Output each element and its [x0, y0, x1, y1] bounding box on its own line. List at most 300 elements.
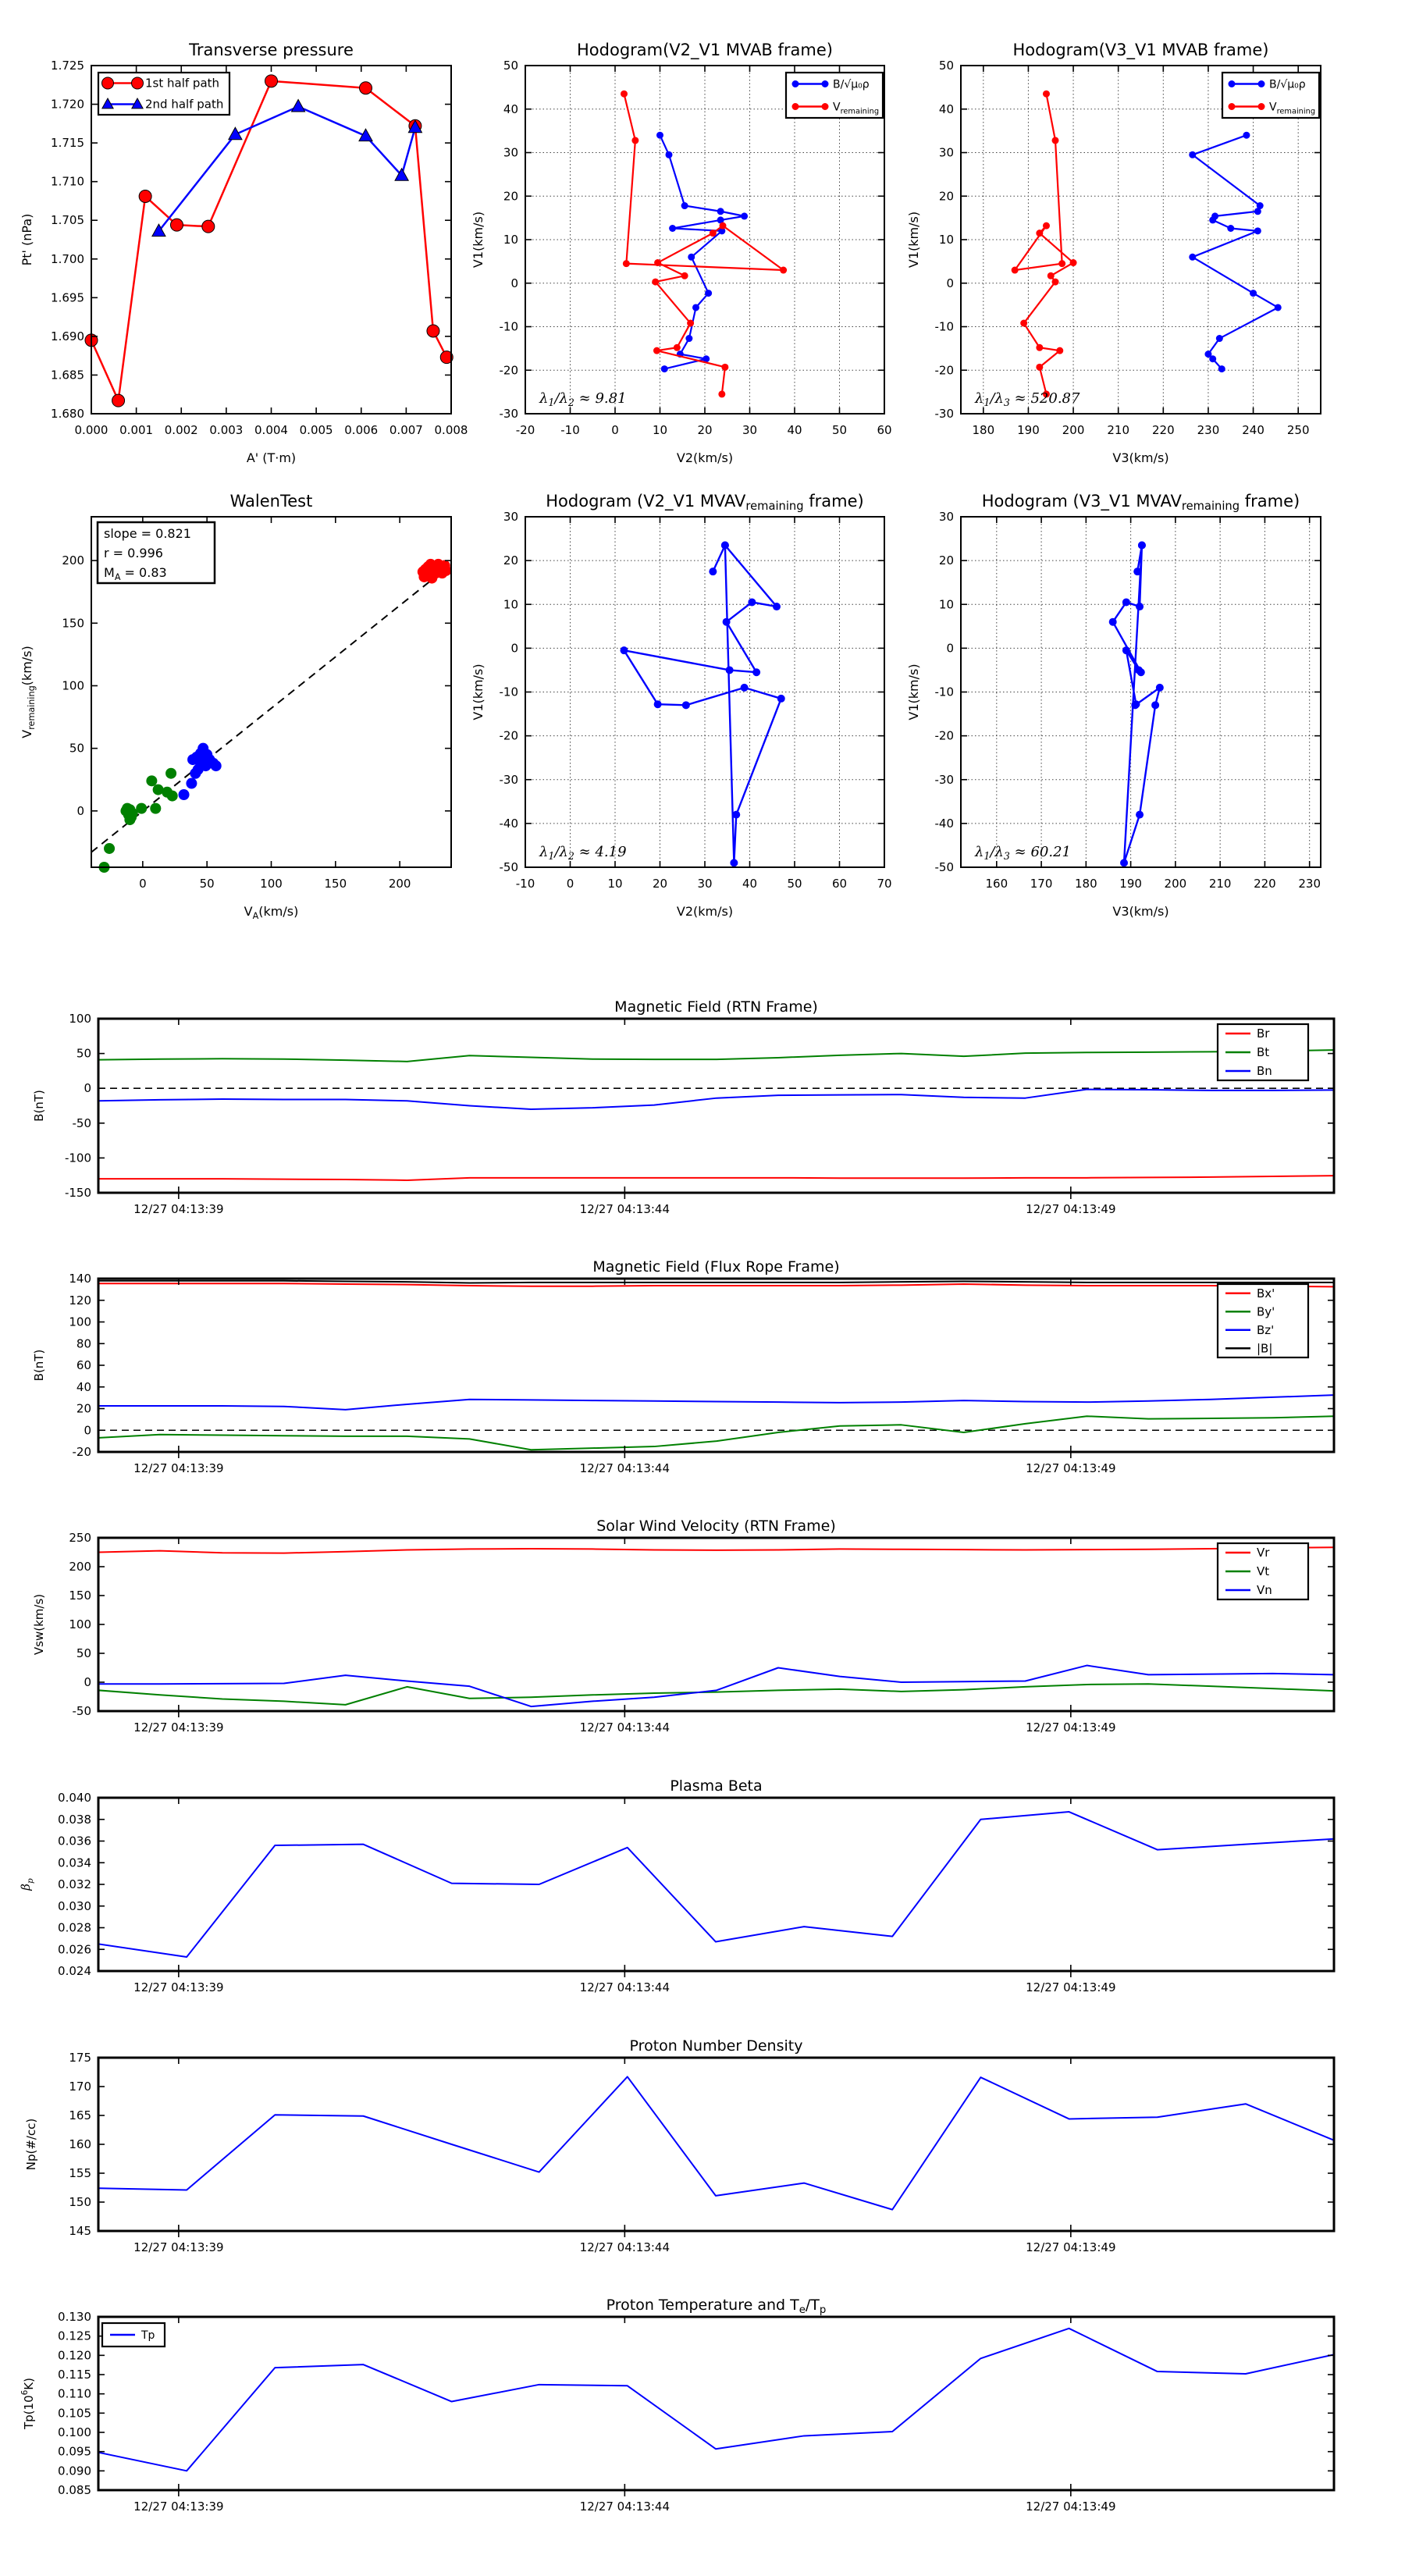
y-tick-label: 170	[69, 2080, 91, 2094]
plasma-beta-title: Plasma Beta	[670, 1777, 763, 1795]
x-tick-label: 0.003	[209, 423, 244, 437]
marker-dot	[211, 760, 222, 771]
y-tick-label: 80	[76, 1336, 91, 1351]
y-tick-label: 175	[69, 2051, 91, 2065]
y-tick-label: 0.090	[58, 2464, 91, 2478]
y-tick-label: 165	[69, 2108, 91, 2122]
x-tick-label: 12/27 04:13:49	[1026, 1980, 1116, 1994]
y-tick-label: 0.120	[58, 2348, 91, 2363]
y-tick-label: -30	[934, 407, 954, 421]
legend-label: 2nd half path	[145, 97, 224, 112]
y-tick-label: 20	[76, 1401, 91, 1416]
y-tick-label: -10	[499, 685, 518, 699]
y-tick-label: 140	[69, 1272, 91, 1286]
marker-dot	[1122, 646, 1130, 654]
y-tick-label: -40	[499, 816, 518, 831]
y-tick-label: 200	[69, 1560, 91, 1574]
mag-flux-rope-series-Bx'	[98, 1283, 1334, 1286]
marker-dot	[1216, 335, 1223, 342]
y-tick-label: 145	[69, 2224, 91, 2238]
mag-rtn-series-Bn	[98, 1090, 1334, 1109]
x-axis-label: $V_A(km/s)$	[244, 904, 299, 921]
marker-dot	[1070, 259, 1077, 266]
marker-dot	[150, 803, 161, 814]
legend-label: Tp	[141, 2329, 155, 2342]
x-tick-label: 0.001	[119, 423, 154, 437]
y-tick-label: 0.095	[58, 2444, 91, 2459]
stats-line: slope = 0.821	[104, 526, 191, 541]
vsw-rtn-series-Vr	[98, 1547, 1334, 1553]
marker-dot	[167, 791, 178, 802]
y-tick-label: 30	[938, 510, 954, 524]
marker-dot	[1131, 701, 1139, 709]
hodogram-v2v1-mvab-series-V_{remaining}	[624, 94, 784, 394]
marker-dot	[709, 568, 717, 575]
y-tick-label: 20	[938, 553, 954, 568]
marker-dot	[718, 390, 725, 397]
hodogram-v3v1-mvab-series-B/√μ₀ρ	[1193, 135, 1278, 368]
marker-dot	[822, 80, 829, 87]
y-tick-label: 0.125	[58, 2329, 91, 2343]
marker-dot	[1012, 267, 1019, 274]
y-tick-label: 50	[76, 1046, 91, 1061]
y-tick-label: -20	[72, 1445, 91, 1459]
hodogram-v2v1-mvav-series-V	[624, 545, 781, 863]
legend-label: B/√μ₀ρ	[1269, 78, 1306, 91]
marker-dot	[179, 789, 190, 800]
x-tick-label: 30	[697, 877, 713, 891]
y-tick-label: 20	[938, 189, 954, 204]
axes-frame	[98, 1798, 1334, 1971]
x-tick-label: 0	[139, 877, 147, 891]
y-tick-label: 10	[938, 597, 954, 612]
hodogram-v3v1-mvav-annotation: $\lambda_1/\lambda_3 \approx 60.21$	[975, 844, 1071, 862]
marker-dot	[1122, 598, 1130, 606]
marker-dot	[717, 208, 724, 215]
x-tick-label: 12/27 04:13:44	[579, 1202, 670, 1216]
y-tick-label: 30	[503, 510, 518, 524]
marker-dot	[1052, 279, 1059, 286]
y-tick-label: 250	[69, 1531, 91, 1545]
marker-dot	[730, 859, 738, 866]
marker-dot	[773, 603, 781, 610]
stats-line: r = 0.996	[104, 546, 163, 560]
x-axis-label: A' (T·m)	[246, 450, 297, 465]
marker-dot	[1138, 541, 1146, 549]
hodogram-v2v1-mvav-title: Hodogram (V2_V1 MVAVremaining frame)	[546, 492, 864, 513]
marker-dot	[681, 272, 688, 279]
marker-dot	[1243, 132, 1250, 139]
y-tick-label: 0.115	[58, 2368, 91, 2382]
y-tick-label: 0	[946, 276, 954, 290]
marker-dot	[1043, 91, 1050, 98]
marker-dot	[1036, 364, 1043, 371]
x-tick-label: 230	[1298, 877, 1321, 891]
legend-label: Vt	[1257, 1564, 1270, 1578]
marker-triangle	[229, 127, 242, 139]
y-tick-label: 0	[84, 1423, 91, 1438]
plasma-beta	[19, 1777, 1334, 1994]
axes-frame	[98, 2317, 1334, 2490]
vsw-rtn-title: Solar Wind Velocity (RTN Frame)	[596, 1517, 836, 1535]
y-axis-label: V1(km/s)	[906, 211, 921, 269]
mag-flux-rope	[32, 1258, 1334, 1475]
y-tick-label: 10	[503, 233, 518, 247]
hodogram-v3v1-mvab-series-V_{remaining}	[1015, 94, 1073, 394]
y-tick-label: -150	[64, 1186, 91, 1200]
y-tick-label: 155	[69, 2166, 91, 2180]
x-tick-label: 50	[831, 423, 848, 437]
y-tick-label: 0	[510, 276, 518, 290]
marker-dot	[692, 304, 699, 311]
y-tick-label: 100	[69, 1315, 91, 1329]
mag-rtn-title: Magnetic Field (RTN Frame)	[614, 998, 818, 1016]
x-tick-label: 12/27 04:13:39	[133, 1720, 224, 1735]
hodogram-v2v1-mvav	[471, 492, 892, 919]
vsw-rtn-series-Vn	[98, 1666, 1334, 1707]
y-tick-label: 1.720	[51, 97, 84, 112]
x-tick-label: 12/27 04:13:49	[1026, 1720, 1116, 1735]
marker-dot	[741, 212, 748, 219]
marker-dot	[1151, 701, 1159, 709]
y-tick-label: 40	[76, 1379, 91, 1394]
marker-dot	[621, 91, 628, 98]
marker-dot	[623, 260, 630, 267]
x-tick-label: -10	[515, 877, 535, 891]
y-tick-label: -10	[934, 319, 954, 334]
marker-dot	[1254, 208, 1261, 215]
y-axis-label: B(nT)	[32, 1349, 46, 1382]
axes-frame	[98, 2058, 1334, 2231]
mag-flux-rope-series-By'	[98, 1416, 1334, 1450]
y-tick-label: 100	[69, 1012, 91, 1026]
x-tick-label: 220	[1151, 423, 1175, 437]
y-axis-label: V1(km/s)	[471, 664, 486, 720]
y-tick-label: 1.695	[51, 290, 84, 305]
y-tick-label: 0.040	[58, 1791, 91, 1805]
marker-dot	[822, 103, 829, 110]
y-tick-label: 50	[503, 59, 518, 73]
hodogram-v2v1-mvab-series-B/√μ₀ρ	[660, 135, 745, 368]
y-tick-label: 0.036	[58, 1834, 91, 1848]
proton-temperature-title: Proton Temperature and $T_e/T_p$	[606, 2297, 827, 2316]
x-tick-label: 12/27 04:13:49	[1026, 1202, 1116, 1216]
marker-dot	[720, 222, 727, 229]
marker-dot	[104, 843, 115, 854]
marker-dot	[780, 267, 787, 274]
legend-label: Bt	[1257, 1045, 1270, 1059]
y-tick-label: 0.105	[58, 2406, 91, 2421]
marker-dot	[621, 646, 628, 654]
x-tick-label: 12/27 04:13:39	[133, 1461, 224, 1475]
x-tick-label: 160	[985, 877, 1008, 891]
x-tick-label: 180	[1075, 877, 1097, 891]
x-tick-label: 12/27 04:13:49	[1026, 2240, 1116, 2254]
x-tick-label: 0.008	[434, 423, 468, 437]
marker-dot	[792, 80, 799, 87]
marker-dot	[681, 202, 688, 209]
marker-dot	[1189, 151, 1196, 158]
marker-dot	[1250, 290, 1257, 297]
marker-dot	[1258, 80, 1265, 87]
hodogram-v3v1-mvab-title: Hodogram(V3_V1 MVAB frame)	[1012, 41, 1269, 59]
marker-circle	[139, 190, 151, 202]
marker-dot	[685, 335, 692, 342]
marker-dot	[710, 229, 717, 237]
x-tick-label: -20	[515, 423, 535, 437]
x-tick-label: 0.000	[74, 423, 108, 437]
marker-dot	[1136, 603, 1144, 610]
y-tick-label: -50	[499, 860, 518, 874]
y-tick-label: 40	[503, 101, 518, 116]
x-axis-label: V2(km/s)	[676, 904, 734, 919]
hodogram-v2v1-mvav-annotation: $\lambda_1/\lambda_2 \approx 4.19$	[539, 844, 627, 862]
x-tick-label: 20	[697, 423, 713, 437]
x-tick-label: 0.004	[254, 423, 288, 437]
hodogram-v3v1-mvab-annotation: $\lambda_1/\lambda_3 \approx 520.87$	[975, 390, 1080, 408]
marker-dot	[1020, 320, 1027, 327]
y-tick-label: 100	[62, 678, 84, 693]
legend-label: Bx'	[1257, 1286, 1275, 1300]
x-tick-label: 70	[877, 877, 892, 891]
y-tick-label: 1.715	[51, 136, 84, 151]
y-tick-label: 0.130	[58, 2310, 91, 2324]
y-tick-label: 1.680	[51, 407, 84, 421]
y-tick-label: 150	[69, 2195, 91, 2209]
vsw-rtn	[32, 1517, 1334, 1735]
y-tick-label: 0.110	[58, 2386, 91, 2401]
y-tick-label: 50	[69, 741, 84, 756]
mag-rtn	[32, 998, 1334, 1216]
x-tick-label: 220	[1254, 877, 1276, 891]
plasma-beta-series-beta-p	[98, 1812, 1334, 1957]
y-tick-label: -50	[72, 1115, 91, 1130]
marker-circle	[132, 77, 144, 89]
y-tick-label: -50	[72, 1704, 91, 1718]
y-tick-label: 10	[503, 597, 518, 612]
hodogram-v3v1-mvab	[906, 41, 1321, 465]
x-axis-label: V3(km/s)	[1112, 904, 1169, 919]
y-tick-label: -30	[499, 772, 518, 787]
x-tick-label: 170	[1030, 877, 1053, 891]
y-tick-label: -30	[499, 407, 518, 421]
marker-dot	[1133, 568, 1141, 575]
y-tick-label: 1.700	[51, 251, 84, 266]
y-tick-label: 0	[76, 803, 84, 818]
marker-dot	[440, 565, 451, 576]
x-tick-label: 100	[260, 877, 283, 891]
marker-dot	[1227, 225, 1234, 232]
axes-frame	[98, 1279, 1334, 1452]
legend-label: Br	[1257, 1026, 1270, 1041]
legend-label: Bn	[1257, 1064, 1272, 1078]
marker-dot	[723, 618, 731, 626]
x-tick-label: 12/27 04:13:44	[579, 2240, 670, 2254]
x-tick-label: 12/27 04:13:44	[579, 1980, 670, 1994]
y-tick-label: 40	[938, 101, 954, 116]
marker-dot	[752, 668, 760, 676]
marker-dot	[1048, 272, 1055, 279]
y-tick-label: 0.030	[58, 1898, 91, 1913]
y-tick-label: 0.038	[58, 1812, 91, 1827]
marker-dot	[1275, 304, 1282, 311]
transverse-pressure	[20, 41, 468, 465]
axes-frame	[98, 1538, 1334, 1711]
x-tick-label: 12/27 04:13:44	[579, 2500, 670, 2514]
y-tick-label: 160	[69, 2137, 91, 2151]
marker-circle	[360, 82, 372, 94]
marker-dot	[741, 684, 749, 692]
hodogram-v2v1-mvab-annotation: $\lambda_1/\lambda_2 \approx 9.81$	[539, 390, 627, 408]
marker-dot	[1189, 254, 1196, 261]
y-tick-label: 0	[84, 1081, 91, 1096]
y-axis-label: $\beta_p$	[19, 1878, 35, 1891]
marker-dot	[652, 279, 659, 286]
y-tick-label: -20	[934, 363, 954, 378]
y-tick-label: 0.100	[58, 2425, 91, 2439]
legend-label: $V_{remaining}$	[833, 101, 880, 116]
y-axis-label: $V_{remaining}(km/s)$	[20, 646, 37, 738]
y-tick-label: 0.028	[58, 1920, 91, 1935]
marker-dot	[732, 811, 740, 819]
mag-flux-rope-series-Bz'	[98, 1395, 1334, 1410]
x-tick-label: 200	[1062, 423, 1085, 437]
transverse-pressure-title: Transverse pressure	[189, 41, 354, 59]
y-tick-label: -20	[934, 728, 954, 743]
x-tick-label: 230	[1197, 423, 1220, 437]
x-tick-label: 12/27 04:13:39	[133, 2500, 224, 2514]
marker-dot	[654, 259, 661, 266]
transverse-pressure-series-1st half path	[91, 81, 446, 400]
y-tick-label: -10	[934, 685, 954, 699]
marker-dot	[1229, 103, 1236, 110]
y-tick-label: 100	[69, 1617, 91, 1631]
marker-circle	[102, 77, 114, 89]
x-axis-label: V2(km/s)	[676, 450, 734, 465]
hodogram-v3v1-mvav	[906, 492, 1321, 919]
y-tick-label: 0.032	[58, 1877, 91, 1891]
legend-label: Vn	[1257, 1583, 1272, 1597]
x-tick-label: 40	[787, 423, 802, 437]
legend-label: B/√μ₀ρ	[833, 78, 870, 91]
proton-density-title: Proton Number Density	[629, 2037, 803, 2055]
y-tick-label: 0.026	[58, 1942, 91, 1957]
y-axis-label: Np(#/cc)	[24, 2118, 38, 2171]
marker-circle	[170, 219, 183, 231]
marker-dot	[653, 347, 660, 354]
marker-dot	[165, 768, 176, 779]
marker-dot	[1056, 347, 1063, 354]
y-tick-label: 0.085	[58, 2483, 91, 2497]
x-tick-label: 50	[787, 877, 802, 891]
y-tick-label: 1.705	[51, 213, 84, 228]
y-tick-label: 1.725	[51, 59, 84, 73]
y-tick-label: 1.710	[51, 174, 84, 189]
marker-dot	[631, 137, 638, 144]
walen-test-title: WalenTest	[229, 492, 313, 511]
marker-dot	[682, 701, 690, 709]
y-axis-label: Pt' (nPa)	[20, 213, 34, 266]
marker-dot	[687, 320, 694, 327]
x-tick-label: 12/27 04:13:44	[579, 1461, 670, 1475]
legend-label: Bz'	[1257, 1322, 1275, 1337]
axes-frame	[98, 1019, 1334, 1193]
marker-circle	[202, 220, 215, 233]
marker-triangle	[292, 100, 305, 112]
proton-temperature	[20, 2297, 1334, 2514]
y-axis-label: Vsw(km/s)	[32, 1593, 46, 1656]
hodogram-v2v1-mvab-title: Hodogram(V2_V1 MVAB frame)	[577, 41, 833, 59]
walen-test	[20, 492, 451, 921]
marker-circle	[427, 325, 439, 337]
y-tick-label: -30	[934, 772, 954, 787]
legend-label: 1st half path	[145, 76, 220, 91]
marker-circle	[265, 75, 278, 87]
marker-dot	[1043, 222, 1050, 229]
y-tick-label: 200	[62, 553, 84, 568]
x-tick-label: 40	[742, 877, 758, 891]
x-axis-label: V3(km/s)	[1112, 450, 1169, 465]
marker-dot	[721, 364, 728, 371]
y-axis-label: B(nT)	[32, 1090, 46, 1122]
y-tick-label: 1.690	[51, 329, 84, 343]
marker-dot	[1229, 80, 1236, 87]
mag-flux-rope-series-|B|	[98, 1281, 1334, 1283]
x-tick-label: 12/27 04:13:44	[579, 1720, 670, 1735]
marker-dot	[1058, 260, 1065, 267]
y-tick-label: 30	[938, 145, 954, 160]
x-tick-label: 0.007	[389, 423, 423, 437]
marker-dot	[136, 803, 147, 814]
legend-label: $V_{remaining}$	[1269, 101, 1316, 116]
marker-dot	[1109, 618, 1117, 626]
y-tick-label: -100	[64, 1151, 91, 1165]
y-tick-label: 1.685	[51, 368, 84, 382]
marker-dot	[726, 666, 734, 674]
marker-dot	[1254, 227, 1261, 234]
marker-dot	[748, 598, 756, 606]
y-tick-label: 60	[76, 1358, 91, 1372]
marker-dot	[666, 151, 673, 158]
y-tick-label: 120	[69, 1293, 91, 1308]
x-tick-label: 12/27 04:13:39	[133, 1980, 224, 1994]
marker-dot	[1136, 811, 1144, 819]
marker-circle	[112, 394, 125, 407]
marker-dot	[1209, 216, 1216, 223]
proton-temperature-series-Tp	[98, 2329, 1334, 2471]
marker-dot	[705, 290, 712, 297]
y-tick-label: 0	[510, 641, 518, 656]
marker-dot	[1036, 344, 1043, 351]
y-tick-label: -40	[934, 816, 954, 831]
x-tick-label: 0	[611, 423, 619, 437]
y-tick-label: 0	[84, 1675, 91, 1689]
mag-rtn-series-Br	[98, 1176, 1334, 1180]
marker-dot	[1218, 365, 1225, 372]
marker-dot	[661, 365, 668, 372]
x-tick-label: 10	[607, 877, 623, 891]
x-tick-label: 20	[652, 877, 668, 891]
x-tick-label: 200	[1164, 877, 1187, 891]
y-tick-label: 30	[503, 145, 518, 160]
x-tick-label: 0	[566, 877, 574, 891]
marker-dot	[792, 103, 799, 110]
hodogram-v3v1-mvav-title: Hodogram (V3_V1 MVAVremaining frame)	[981, 492, 1300, 513]
marker-dot	[654, 700, 662, 708]
marker-dot	[688, 254, 695, 261]
marker-dot	[674, 344, 681, 351]
marker-dot	[777, 695, 785, 703]
